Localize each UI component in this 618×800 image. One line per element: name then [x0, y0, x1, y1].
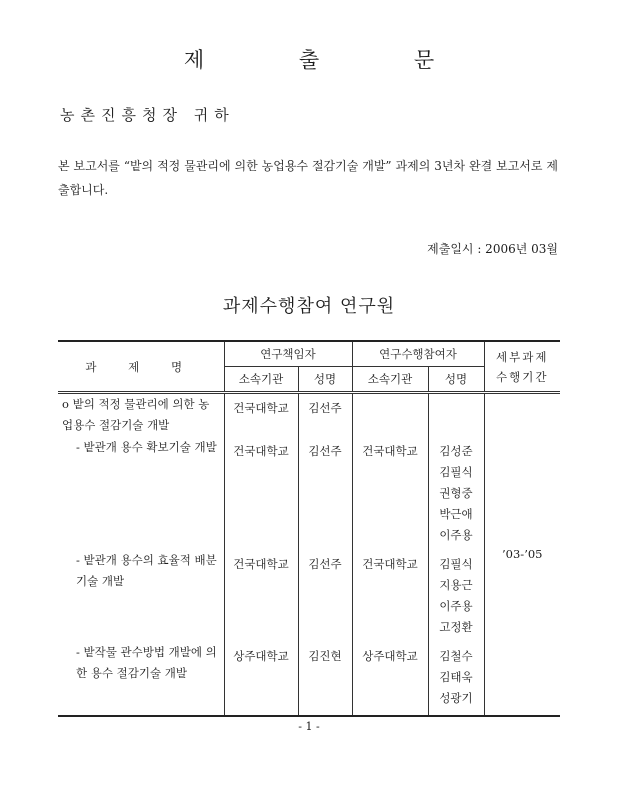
header-participants: 연구수행참여자 — [352, 341, 484, 367]
leader-name-cell — [298, 550, 352, 642]
leader-name-cell — [298, 393, 352, 437]
leader-name: 김선주 — [308, 556, 342, 571]
header-participant-affiliation: 소속기관 — [352, 367, 428, 393]
participant-name: 박근애 — [439, 506, 473, 521]
header-task — [58, 341, 224, 393]
participant-name: 성광기 — [439, 690, 473, 705]
leader-name-cell — [298, 642, 352, 716]
document-title: 제 출 문 — [183, 48, 479, 72]
header-leader-name: 성명 — [298, 367, 352, 393]
leader-name: 김선주 — [308, 401, 342, 415]
participant-names-cell — [428, 642, 484, 716]
period-cell — [484, 393, 560, 716]
participant-affiliation: 건국대학교 — [362, 443, 418, 458]
participant-affiliation-cell — [352, 393, 428, 437]
participant-names-cell — [428, 437, 484, 550]
participant-name: 김필식 — [439, 464, 473, 479]
submission-date: 제출일시 : 2006년 03월 — [427, 242, 558, 256]
participant-affiliation-cell — [352, 550, 428, 642]
leader-affiliation: 상주대학교 — [233, 648, 289, 663]
period-value: ’03-’05 — [502, 547, 543, 562]
task-name-cell — [58, 642, 224, 716]
table-row — [58, 393, 560, 437]
leader-name: 김선주 — [308, 443, 342, 458]
header-leader-affiliation: 소속기관 — [224, 367, 298, 393]
participant-name: 김필식 — [439, 556, 473, 571]
header-participant-name: 성명 — [428, 367, 484, 393]
leader-affiliation-cell — [224, 550, 298, 642]
leader-name: 김진현 — [308, 648, 342, 663]
header-task-label: 과 제 명 — [85, 359, 197, 374]
leader-affiliation-cell — [224, 437, 298, 550]
leader-affiliation-cell — [224, 393, 298, 437]
participant-name: 이주용 — [439, 598, 473, 613]
participant-affiliation-cell — [352, 437, 428, 550]
participant-affiliation: 상주대학교 — [362, 648, 418, 663]
researcher-table — [58, 340, 560, 717]
task-name-cell — [58, 437, 224, 550]
submission-statement: 본 보고서를 “밭의 적정 물관리에 의한 농업용수 절감기술 개발” 과제의 3년차 완결 보고서로 제출합니다. — [58, 159, 558, 197]
participant-affiliation — [353, 394, 428, 402]
header-period-label: 세부과제 수행기간 — [496, 349, 549, 384]
task-name: o 밭의 적정 물관리에 의한 농업용수 절감기술 개발 — [62, 397, 210, 432]
leader-affiliation: 건국대학교 — [233, 401, 289, 415]
task-name-cell — [58, 393, 224, 437]
participant-name: 김철수 — [439, 648, 473, 663]
participant-name: 고정환 — [439, 619, 473, 634]
header-period — [484, 341, 560, 393]
leader-name-cell — [298, 437, 352, 550]
leader-affiliation: 건국대학교 — [233, 556, 289, 571]
leader-affiliation: 건국대학교 — [233, 443, 289, 458]
participant-name: 김태욱 — [439, 669, 473, 684]
participant-affiliation-cell — [352, 642, 428, 716]
participant-names-cell — [428, 393, 484, 437]
participant-name: 지용근 — [439, 577, 473, 592]
task-name-cell — [58, 550, 224, 642]
header-leader: 연구책임자 — [224, 341, 352, 367]
task-name: - 밭작물 관수방법 개발에 의한 용수 절감기술 개발 — [76, 644, 217, 680]
participant-name: 이주용 — [439, 527, 473, 542]
task-name: - 밭관개 용수의 효율적 배분기술 개발 — [76, 552, 217, 588]
participant-affiliation: 건국대학교 — [362, 556, 418, 571]
leader-affiliation-cell — [224, 642, 298, 716]
participant-names-cell — [428, 550, 484, 642]
participant-name: 김성준 — [439, 443, 473, 458]
section-title: 과제수행참여 연구원 — [222, 296, 396, 317]
page-number: - 1 - — [298, 720, 320, 733]
recipient-line: 농촌진흥청장 귀하 — [60, 106, 235, 124]
task-name: - 밭관개 용수 확보기술 개발 — [76, 439, 217, 454]
participant-name: 권형중 — [439, 485, 473, 500]
